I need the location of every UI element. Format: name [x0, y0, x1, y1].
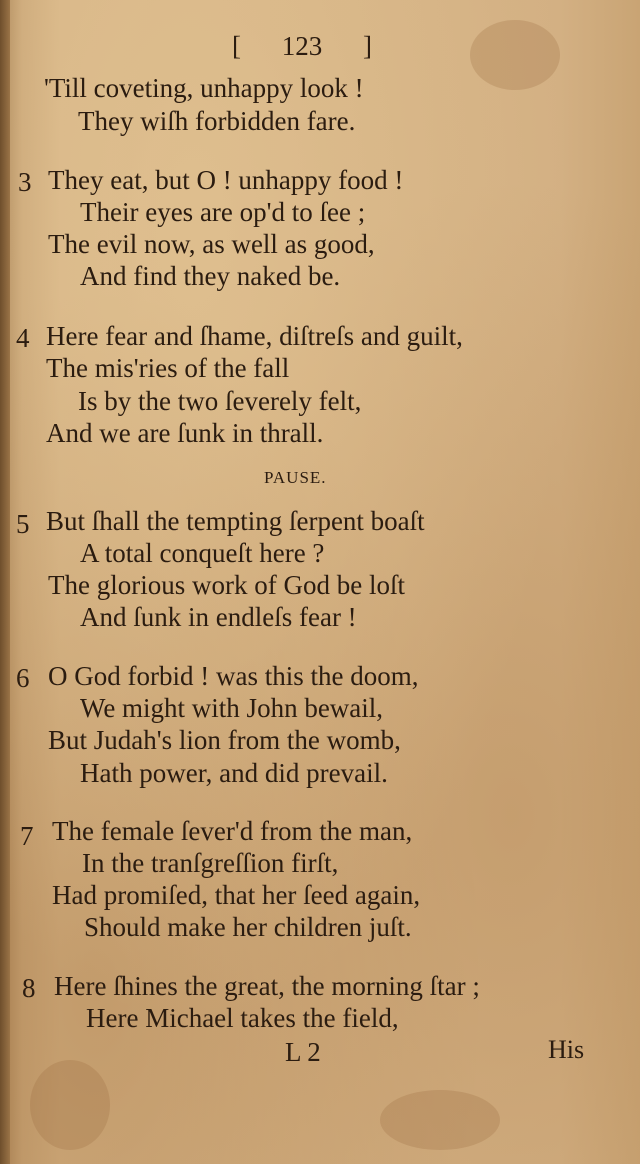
verse-line: Here fear and ſhame, diſtreſs and guilt,	[46, 321, 463, 351]
verse-number: 3	[18, 167, 32, 197]
verse-line: The mis'ries of the fall	[46, 353, 290, 383]
verse-line: 'Till coveting, unhappy look !	[44, 73, 364, 103]
page-gutter-shadow	[0, 0, 10, 1164]
verse-line: Here Michael takes the field,	[86, 1003, 399, 1033]
verse-line: In the tranſgreſſion firſt,	[82, 848, 339, 878]
verse-line: The evil now, as well as good,	[48, 229, 375, 259]
verse-line: But Judah's lion from the womb,	[48, 725, 401, 755]
header-bracket-close: ]	[363, 31, 372, 61]
verse-number: 5	[16, 509, 30, 539]
verse-line: O God forbid ! was this the doom,	[48, 661, 419, 691]
verse-line: And we are ſunk in thrall.	[46, 418, 324, 448]
verse-number: 8	[22, 973, 36, 1003]
verse-line: Here ſhines the great, the morning ſtar ;	[54, 971, 480, 1001]
header-bracket-open: [	[232, 31, 241, 61]
pause-heading: PAUSE.	[264, 468, 327, 487]
verse-number: 7	[20, 821, 34, 851]
foxing-stain	[470, 20, 560, 90]
verse-number: 4	[16, 323, 30, 353]
foxing-stain	[30, 1060, 110, 1150]
verse-line: We might with John bewail,	[80, 693, 384, 723]
signature-mark: L 2	[285, 1037, 321, 1067]
verse-line: Their eyes are op'd to ſee ;	[80, 197, 366, 227]
verse-line: Is by the two ſeverely felt,	[78, 386, 362, 416]
verse-line: The female ſever'd from the man,	[52, 816, 413, 846]
verse-line: And find they naked be.	[80, 261, 341, 291]
catchword: His	[548, 1035, 585, 1064]
page-header	[232, 30, 372, 62]
foxing-stain	[380, 1090, 500, 1150]
verse-line: The glorious work of God be loſt	[48, 570, 405, 600]
verse-line: They wiſh forbidden fare.	[78, 106, 356, 136]
verse-line: Hath power, and did prevail.	[80, 758, 388, 788]
verse-line: A total conqueſt here ?	[80, 538, 325, 568]
verse-line: They eat, but O ! unhappy food !	[48, 165, 404, 195]
page-number: 123	[281, 31, 323, 61]
verse-line: And ſunk in endleſs fear !	[80, 602, 357, 632]
verse-number: 6	[16, 663, 30, 693]
verse-line: Should make her children juſt.	[84, 912, 412, 942]
verse-line: Had promiſed, that her ſeed again,	[52, 880, 421, 910]
verse-line: But ſhall the tempting ſerpent boaſt	[46, 506, 425, 536]
